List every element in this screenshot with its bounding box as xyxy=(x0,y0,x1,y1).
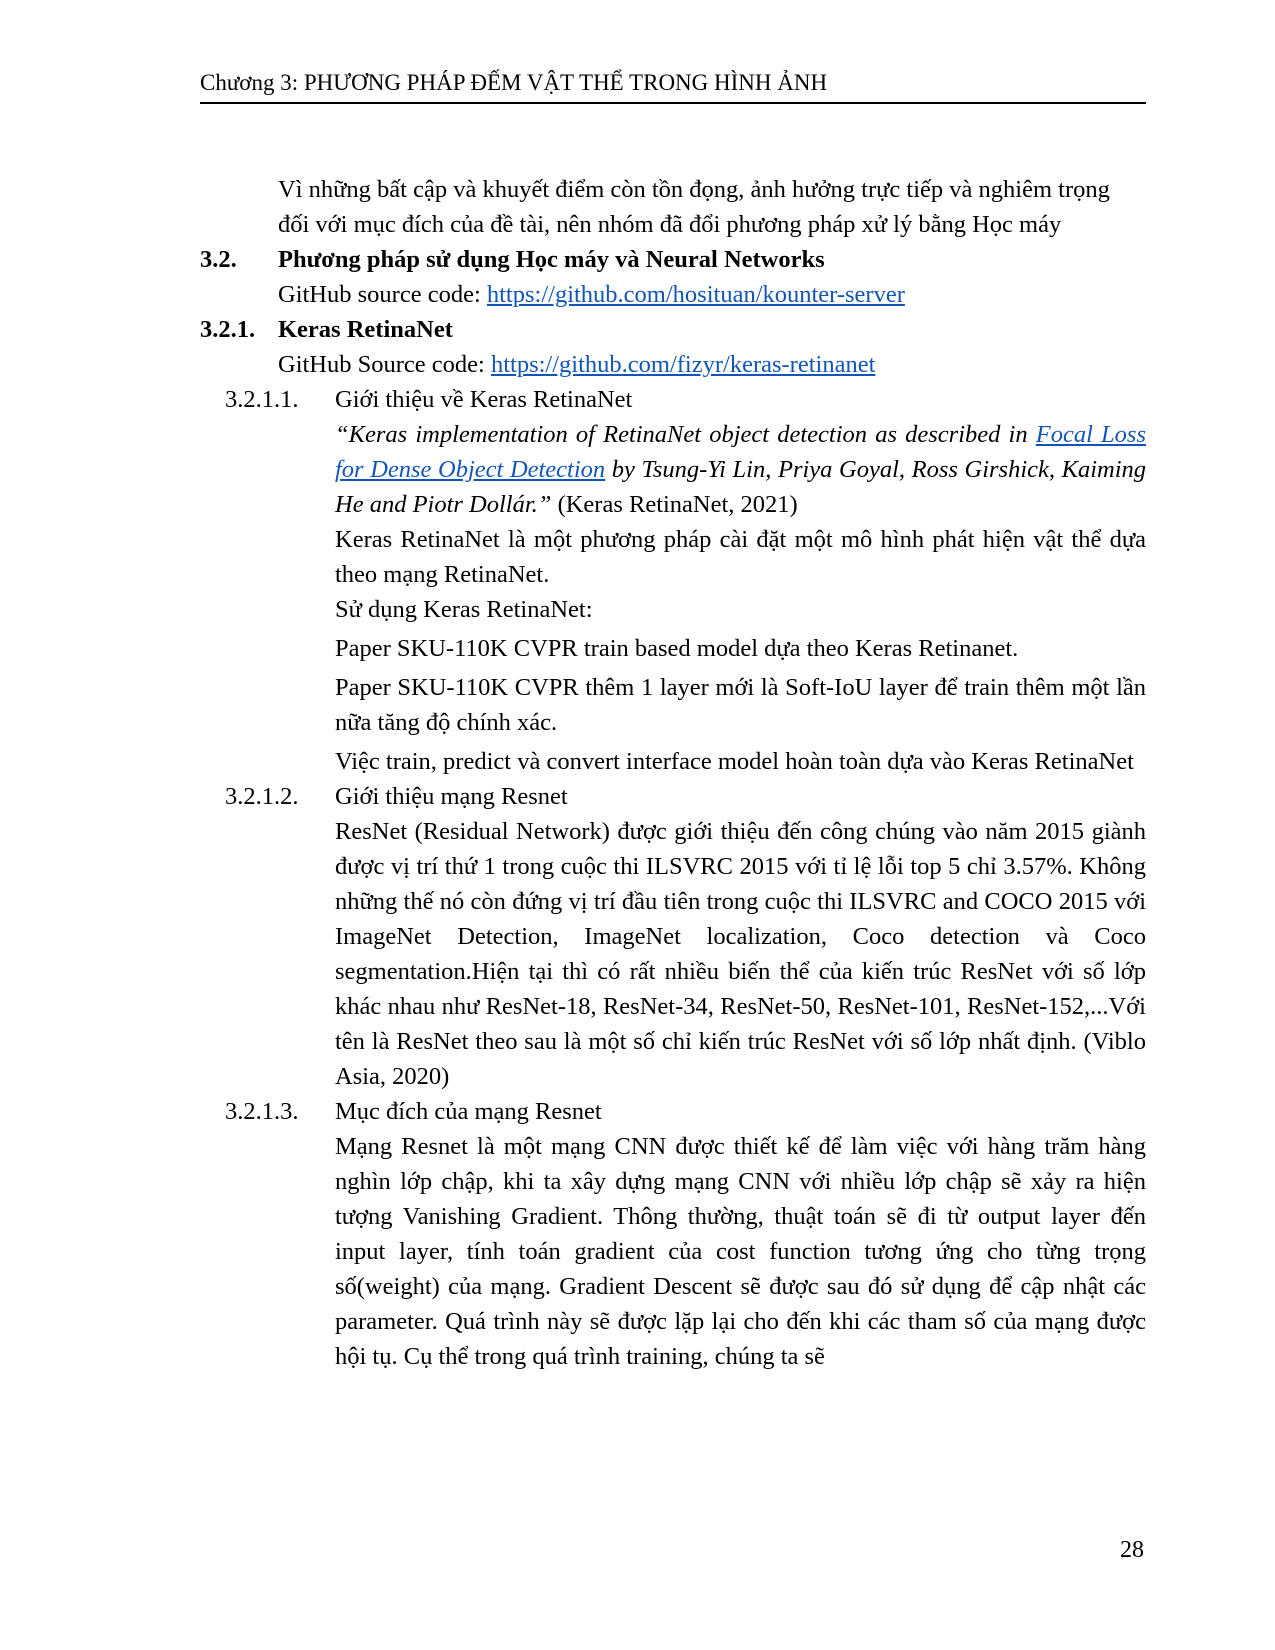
section-heading-3-2-1-1 xyxy=(200,382,1146,417)
paragraph: Việc train, predict và convert interface model hoàn toàn dựa vào Keras RetinaNet xyxy=(335,748,1134,775)
section-heading-3-2 xyxy=(200,242,1146,277)
section-heading-3-2-1-2 xyxy=(200,779,1146,814)
source-code-line xyxy=(200,277,1146,312)
source-code-line xyxy=(200,347,1146,382)
quote-text: “Keras implementation of RetinaNet object detection as described in xyxy=(335,421,1036,448)
citation: (Keras RetinaNet, 2021) xyxy=(551,491,798,518)
section-number: 3.2.1. xyxy=(200,316,256,343)
page-number: 28 xyxy=(1120,1537,1144,1563)
running-header xyxy=(200,68,1146,104)
paragraph: Mạng Resnet là một mạng CNN được thiết kế để làm việc với hàng trăm hàng nghìn lớp chập, khi ta xây dựng mạng CNN với nhiều lớp chập sẽ xảy ra hiện tượng Vanishing Gradient. Thông thường, thuật toán sẽ đi từ output layer đến input layer, tính toán gradient của cost function tương ứng cho từng trọng số(weight) của mạng. Gradient Descent sẽ được sau đó sử dụng để cập nhật các parameter. Quá trình này sẽ được lặp lại cho đến khi các tham số của mạng được hội tụ. Cụ thể trong quá trình training, chúng ta sẽ xyxy=(335,1133,1146,1370)
kounter-server-link[interactable]: https://github.com/hosituan/kounter-server xyxy=(486,281,905,308)
section-heading-3-2-1-3 xyxy=(200,1094,1146,1129)
section-number: 3.2.1.3. xyxy=(225,1098,299,1125)
quote-paragraph xyxy=(200,417,1146,522)
paragraph: ResNet (Residual Network) được giới thiệu đến công chúng vào năm 2015 giành được vị trí thứ 1 trong cuộc thi ILSVRC 2015 với tỉ lệ lỗi top 5 chỉ 3.57%. Không những thế nó còn đứng vị trí đầu tiên trong cuộc thi ILSVRC and COCO 2015 với ImageNet Detection, ImageNet localization, Coco detection và Coco segmentation.Hiện tại thì có rất nhiều biến thể của kiến trúc ResNet với số lớp khác nhau như ResNet-18, ResNet-34, ResNet-50, ResNet-101, ResNet-152,...Với tên là ResNet theo sau là một số chỉ kiến trúc ResNet với số lớp nhất định. (Viblo Asia, 2020) xyxy=(335,818,1146,1090)
paragraph: Paper SKU-110K CVPR train based model dựa theo Keras Retinanet. xyxy=(335,635,1019,662)
page-body xyxy=(200,172,1146,1374)
chapter-title: Chương 3: PHƯƠNG PHÁP ĐẾM VẬT THỂ TRONG HÌNH ẢNH xyxy=(200,70,828,95)
section-title: Giới thiệu về Keras RetinaNet xyxy=(335,386,633,413)
paragraph: Paper SKU-110K CVPR thêm 1 layer mới là Soft-IoU layer để train thêm một lần nữa tăng độ chính xác. xyxy=(335,674,1146,736)
paragraph: Sử dụng Keras RetinaNet: xyxy=(335,596,593,623)
section-title: Phương pháp sử dụng Học máy và Neural Networks xyxy=(278,246,825,273)
quote-text-authors: by Tsung-Yi Lin, Priya Goyal, Ross Girshick, Kaiming He and Piotr Dollár.” xyxy=(335,456,1147,518)
section-number: 3.2.1.1. xyxy=(225,386,299,413)
intro-paragraph: Vì những bất cập và khuyết điểm còn tồn đọng, ảnh hưởng trực tiếp và nghiêm trọng đối với mục đích của đề tài, nên nhóm đã đổi phương pháp xử lý bằng Học máy xyxy=(278,176,1110,238)
section-title: Keras RetinaNet xyxy=(278,316,453,343)
keras-retinanet-link[interactable]: https://github.com/fizyr/keras-retinanet xyxy=(490,351,876,378)
section-number: 3.2.1.2. xyxy=(225,783,299,810)
section-title: Mục đích của mạng Resnet xyxy=(335,1098,602,1125)
focal-loss-paper-link[interactable]: Focal Loss for Dense Object Detection xyxy=(335,421,1146,483)
paragraph: Keras RetinaNet là một phương pháp cài đặt một mô hình phát hiện vật thể dựa theo mạng RetinaNet. xyxy=(335,526,1146,588)
section-heading-3-2-1 xyxy=(200,312,1146,347)
section-number: 3.2. xyxy=(200,246,237,273)
section-title: Giới thiệu mạng Resnet xyxy=(335,783,568,810)
source-label: GitHub Source code: xyxy=(278,351,491,378)
source-label: GitHub source code: xyxy=(278,281,487,308)
